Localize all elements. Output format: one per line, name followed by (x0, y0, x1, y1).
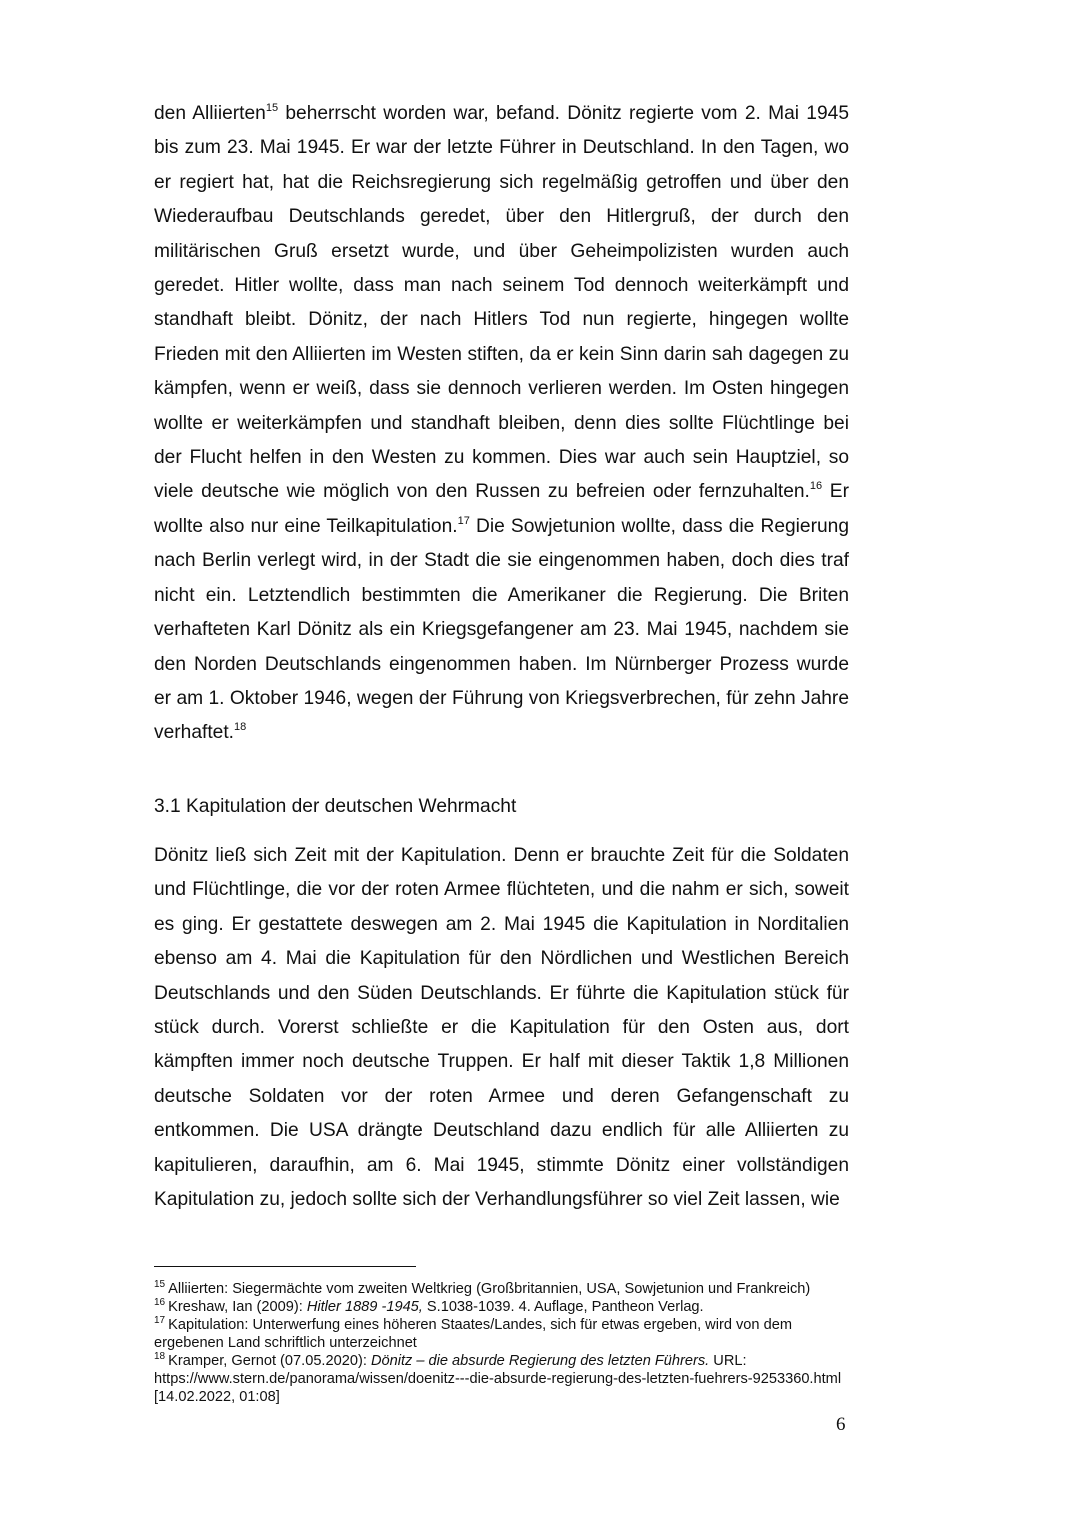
footnote-separator (154, 1266, 416, 1267)
section-heading: 3.1 Kapitulation der deutschen Wehrmacht (154, 796, 517, 817)
footnote-url-text[interactable]: URL: https://www.stern.de/panorama/wissen/doenitz---die-absurde-regierung-des-letzten-fuehrers-9253360.html [14.02.2022, 01:08] (154, 1353, 842, 1405)
footnote-number: 16 (154, 1297, 166, 1308)
footnote-text: Kreshaw, Ian (2009): (168, 1299, 307, 1315)
footnote-citation-title: Hitler 1889 -1945, (306, 1299, 423, 1315)
footnote-17 (154, 1316, 854, 1352)
footnote-number: 17 (154, 1315, 166, 1326)
footnote-reference-18[interactable]: 18 (234, 721, 247, 734)
footnotes-list (154, 1280, 854, 1406)
footnote-text: Kramper, Gernot (07.05.2020): (168, 1353, 371, 1369)
footnote-15 (154, 1280, 854, 1298)
paragraph-text: beherrscht worden war, befand. Dönitz regierte vom 2. Mai 1945 bis zum 23. Mai 1945. Er war der letzte Führer in Deutschland. In den Tagen, wo er regiert hat, hat die Reichsregierung sich regelmäßig getroffen und über den Wiederaufbau Deutschlands geredet, über den Hitlergruß, der durch den militärischen Gruß ersetzt wurde, und über Geheimpolizisten wurden auch geredet. Hitler wollte, dass man nach seinem Tod dennoch weiterkämpft und standhaft bleibt. Dönitz, der nach Hitlers Tod nun regierte, hingegen wollte Frieden mit den Alliierten im Westen stiften, da er kein Sinn darin sah dagegen zu kämpfen, wenn er weiß, dass sie dennoch verlieren werden. Im Osten hingegen wollte er weiterkämpfen und standhaft bleiben, denn dies sollte Flüchtlinge bei der Flucht helfen in den Westen zu kommen. Dies war auch sein Hauptziel, so viele deutsche wie möglich von den Russen zu befreien oder fernzuhalten. (154, 103, 849, 503)
footnote-18 (154, 1352, 854, 1406)
footnote-number: 18 (154, 1351, 166, 1362)
body-paragraph-2: Dönitz ließ sich Zeit mit der Kapitulation. Denn er brauchte Zeit für die Soldaten und Flüchtlinge, die vor der roten Armee flüchteten, und die nahm er sich, soweit es ging. Er gestattete deswegen am 2. Mai 1945 die Kapitulation in Norditalien ebenso am 4. Mai die Kapitulation für den Nördlichen und Westlichen Bereich Deutschlands und den Süden Deutschlands. Er führte die Kapitulation stück für stück durch. Vorerst schließte er die Kapitulation für den Osten aus, dort kämpften immer noch deutsche Truppen. Er half mit dieser Taktik 1,8 Millionen deutsche Soldaten vor der roten Armee und deren Gefangenschaft zu entkommen. Die USA drängte Deutschland dazu endlich für alle Alliierten zu kapitulieren, daraufhin, am 6. Mai 1945, stimmte Dönitz einer vollständigen Kapitulation zu, jedoch sollte sich der Verhandlungsführer so viel Zeit lassen, wie (154, 845, 849, 1211)
footnote-text: Kapitulation: Unterwerfung eines höheren Staates/Landes, sich für etwas ergeben, wird von dem ergebenen Land schriftlich unterzeichnet (154, 1317, 792, 1351)
paragraph-text: Die Sowjetunion wollte, dass die Regierung nach Berlin verlegt wird, in der Stadt die sie eingenommen haben, doch dies traf nicht ein. Letztendlich bestimmten die Amerikaner die Regierung. Die Briten verhafteten Karl Dönitz als ein Kriegsgefangener am 23. Mai 1945, nachdem sie den Norden Deutschlands eingenommen haben. Im Nürnberger Prozess wurde er am 1. Oktober 1946, wegen der Führung von Kriegsverbrechen, für zehn Jahre verhaftet. (154, 515, 849, 744)
footnote-reference-17[interactable]: 17 (457, 514, 470, 527)
page-number: 6 (836, 1414, 846, 1435)
footnote-citation-title: Dönitz – die absurde Regierung des letzten Führers. (370, 1353, 710, 1369)
footnote-text: Alliierten: Siegermächte vom zweiten Weltkrieg (Großbritannien, USA, Sowjetunion und Frankreich) (168, 1281, 811, 1297)
footnote-reference-15[interactable]: 15 (265, 102, 279, 114)
footnote-16 (154, 1298, 854, 1316)
footnote-text: S.1038-1039. 4. Auflage, Pantheon Verlag. (422, 1299, 704, 1315)
paragraph-text: Er wollte also nur eine Teilkapitulation. (154, 481, 849, 537)
body-paragraph-1 (154, 97, 849, 751)
footnote-reference-16[interactable]: 16 (809, 480, 823, 493)
paragraph-text: den Alliierten (154, 103, 266, 124)
footnote-number: 15 (154, 1279, 166, 1290)
